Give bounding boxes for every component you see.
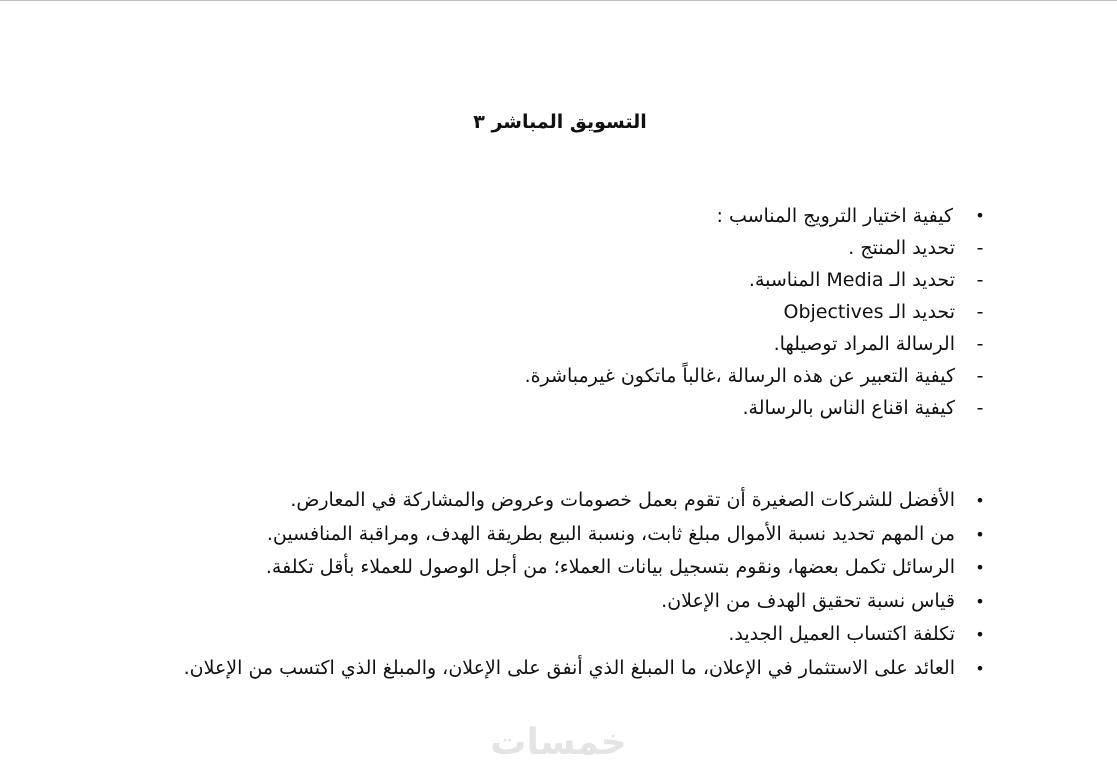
list-item [184, 652, 987, 686]
bullet-icon: • [975, 591, 985, 611]
bullet-icon: • [975, 658, 985, 678]
list-item-text: الرسائل تكمل بعضها، ونقوم بتسجيل بيانات العملاء؛ من أجل الوصول للعملاء بأقل تكلفة. [265, 556, 955, 578]
watermark-logo: خمسات [490, 722, 627, 763]
list-item-text: تكلفة اكتساب العميل الجديد. [728, 623, 955, 645]
list-item-text: كيفية التعبير عن هذه الرسالة ،غالباً ماتكون غيرمباشرة. [524, 365, 955, 387]
list-item-text: الأفضل للشركات الصغيرة أن تقوم بعمل خصومات وعروض والمشاركة في المعارض. [290, 489, 955, 511]
bullet-icon: • [975, 558, 985, 577]
list-item [184, 484, 987, 518]
dash-icon: - [976, 365, 984, 387]
list-item [184, 585, 987, 619]
top-border [0, 0, 1117, 1]
bullet-icon: • [975, 491, 985, 510]
list-item [525, 328, 987, 360]
dash-icon: - [976, 237, 984, 259]
page-title: التسويق المباشر ٣ [473, 111, 647, 133]
dash-icon: - [976, 333, 984, 355]
list-item-text: تحديد الـ Media المناسبة. [748, 269, 955, 291]
list-item-text: قياس نسبة تحقيق الهدف من الإعلان. [661, 589, 955, 612]
list-item [525, 200, 987, 232]
bullet-icon: • [975, 206, 985, 225]
list-item [184, 518, 987, 552]
list-item [525, 360, 987, 392]
dash-icon: - [976, 301, 984, 323]
list-item [184, 551, 987, 585]
list-item [525, 264, 987, 296]
list-item-text: تحديد الـ Objectives [783, 301, 955, 323]
list-item-text: العائد على الاستثمار في الإعلان، ما المبلغ الذي أنفق على الإعلان، والمبلغ الذي اكتسب من الإعلان. [183, 656, 955, 679]
list-item [525, 232, 987, 264]
bullet-icon: • [975, 524, 985, 544]
dash-icon: - [976, 269, 984, 291]
list-item-text: الرسالة المراد توصيلها. [773, 333, 955, 355]
list-item-text: كيفية اختيار الترويج المناسب : [716, 205, 953, 227]
list-item [525, 392, 987, 424]
list-item [184, 618, 987, 652]
bullet-icon: • [975, 625, 985, 644]
list-item-text: كيفية اقناع الناس بالرسالة. [742, 397, 955, 419]
tips-list [184, 484, 987, 685]
list-item-text: من المهم تحديد نسبة الأموال مبلغ ثابت، ونسبة البيع بطريقة الهدف، ومراقبة المنافسين. [266, 522, 955, 545]
list-item-text: تحديد المنتج . [848, 237, 955, 259]
promotion-list [525, 200, 987, 424]
dash-icon: - [976, 397, 984, 419]
list-item [525, 296, 987, 328]
